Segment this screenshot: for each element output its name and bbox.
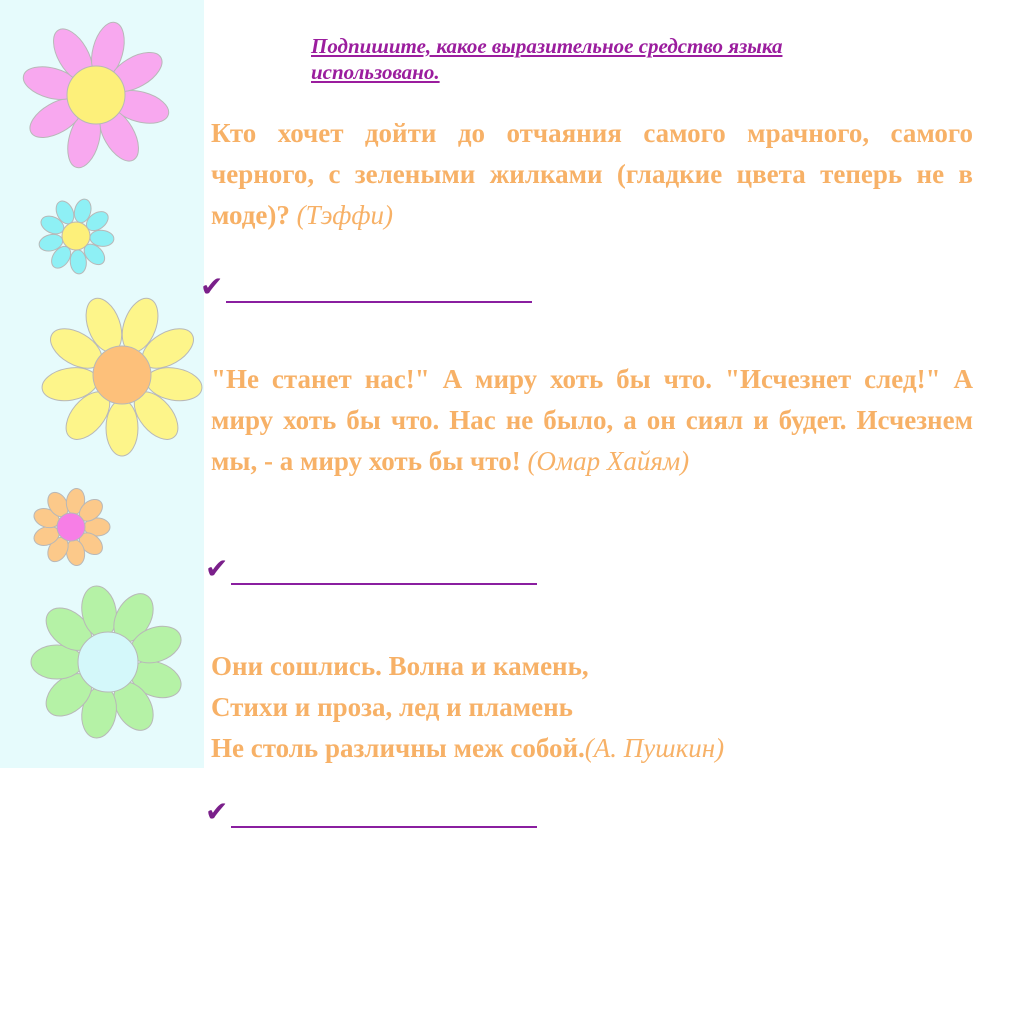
passage-pushkin bbox=[211, 646, 973, 769]
answer-blank[interactable] bbox=[231, 583, 537, 585]
flower-center bbox=[62, 222, 90, 250]
checkmark-icon: ✔ bbox=[205, 795, 229, 828]
poem-line-text: Не столь различны меж собой. bbox=[211, 733, 585, 763]
cyan-flower-icon bbox=[37, 197, 114, 274]
flower-decoration bbox=[0, 0, 204, 768]
checkmark-icon: ✔ bbox=[200, 270, 224, 303]
passage-khayyam bbox=[211, 359, 973, 482]
passage-text: Кто хочет дойти до отчаяния самого мрачного, самого черного, с зелеными жилками (гладкие цвета теперь не в моде)? bbox=[211, 118, 973, 230]
passage-author: (А. Пушкин) bbox=[584, 733, 725, 763]
poem-line bbox=[211, 728, 973, 769]
pink-flower-icon bbox=[20, 19, 173, 172]
flower-center bbox=[78, 632, 138, 692]
passage-text: "Не станет нас!" А миру хоть бы что. "Исчезнет след!" А миру хоть бы что. Нас не было, а он сиял и будет. Исчезнем мы, - а миру хоть бы что! bbox=[211, 364, 973, 476]
poem-line: Стихи и проза, лед и пламень bbox=[211, 692, 573, 722]
answer-blank[interactable] bbox=[226, 301, 532, 303]
green-flower-icon bbox=[31, 583, 186, 741]
flower-center bbox=[67, 66, 125, 124]
instruction-heading: Подпишите, какое выразительное средство языка использовано. bbox=[311, 34, 783, 84]
poem-line: Они сошлись. Волна и камень, bbox=[211, 651, 589, 681]
checkmark-icon: ✔ bbox=[205, 552, 229, 585]
orange-flower-icon bbox=[31, 487, 110, 567]
flower-center bbox=[93, 346, 151, 404]
yellow-flower-icon bbox=[39, 293, 204, 456]
flower-strip bbox=[0, 0, 204, 768]
passage-teffi bbox=[211, 113, 973, 236]
petal bbox=[106, 400, 138, 456]
passage-author: (Омар Хайям) bbox=[527, 446, 690, 476]
passage-author: (Тэффи) bbox=[296, 200, 394, 230]
answer-blank[interactable] bbox=[231, 826, 537, 828]
flower-center bbox=[57, 513, 85, 541]
